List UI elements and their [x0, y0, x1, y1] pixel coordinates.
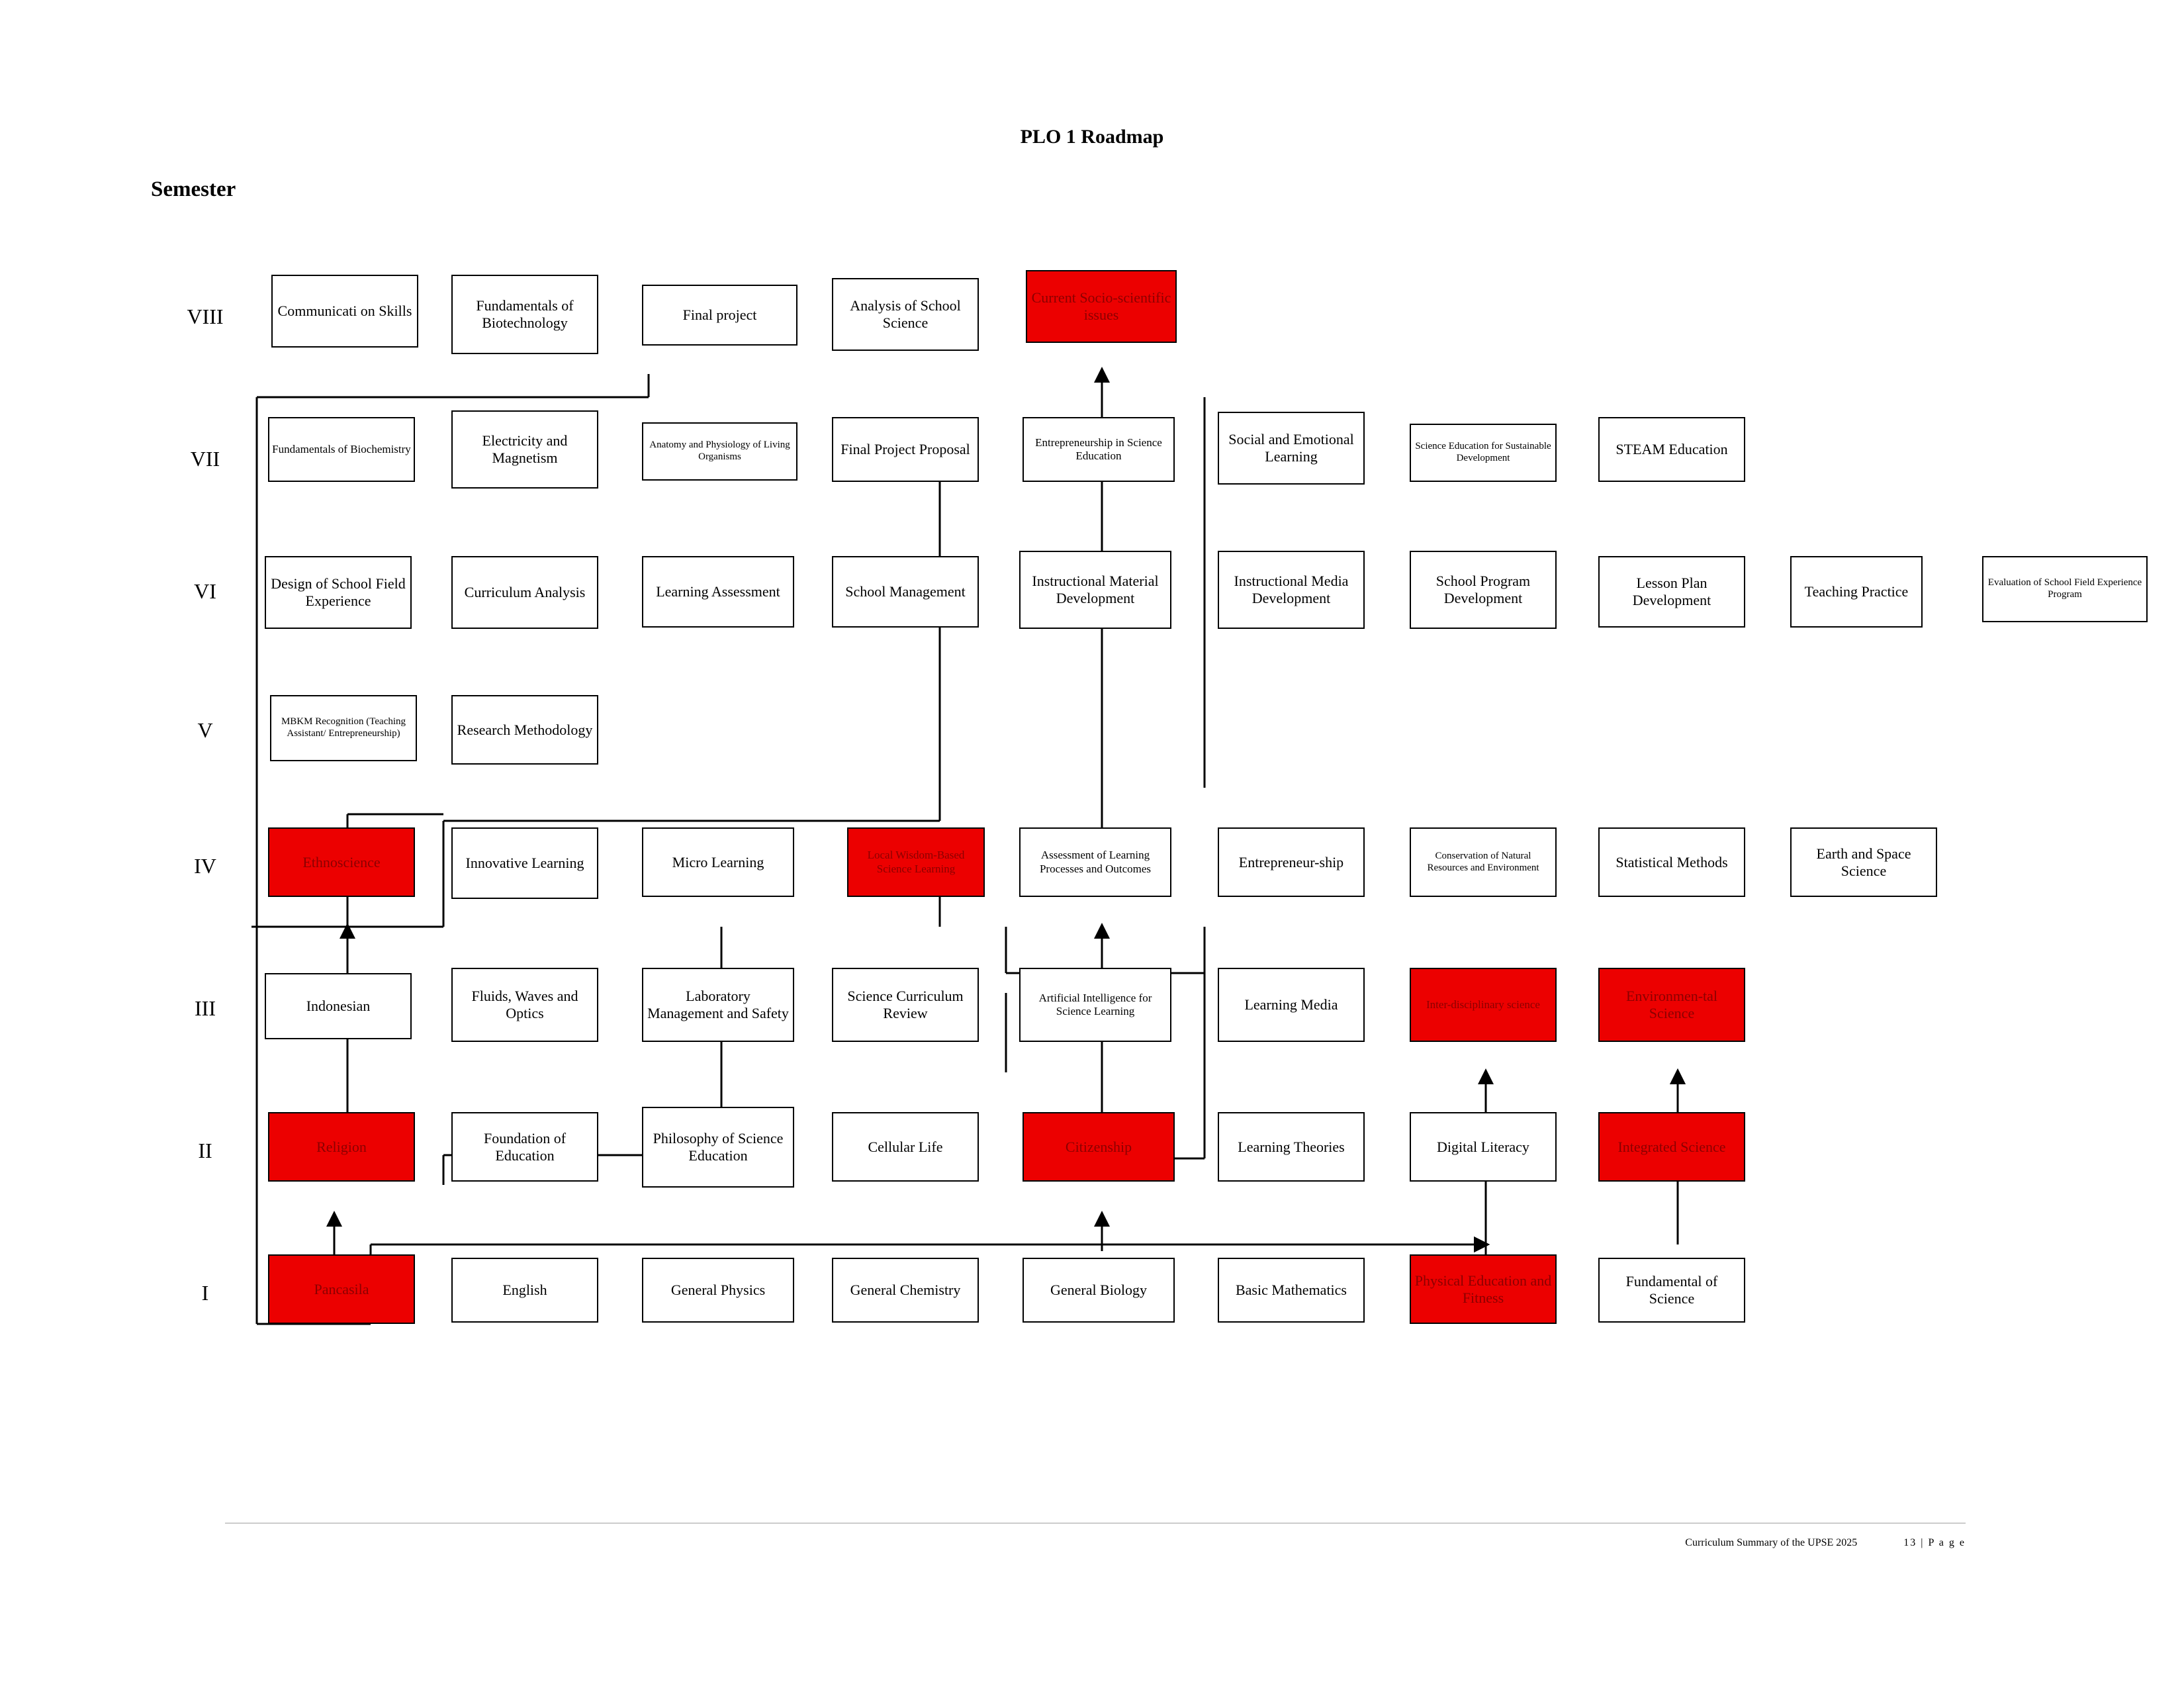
semester-numeral-v: V [197, 718, 213, 742]
semester-numeral-ii: II [198, 1139, 212, 1162]
semester-numeral-iii: III [195, 996, 216, 1020]
course-box[interactable]: Philosophy of Science Education [642, 1107, 794, 1188]
course-box[interactable]: Basic Mathematics [1218, 1258, 1365, 1323]
course-box[interactable]: Science Curriculum Review [832, 968, 979, 1042]
course-box[interactable]: Analysis of School Science [832, 278, 979, 351]
course-box[interactable]: Statistical Methods [1598, 827, 1745, 897]
course-box[interactable]: Research Methodology [451, 695, 598, 765]
course-box[interactable]: Learning Theories [1218, 1112, 1365, 1182]
semester-numeral-vii: VII [190, 447, 220, 471]
course-box[interactable]: Micro Learning [642, 827, 794, 897]
course-box[interactable]: MBKM Recognition (Teaching Assistant/ Entrepreneurship) [270, 695, 417, 761]
course-box[interactable]: Artificial Intelligence for Science Learning [1019, 968, 1171, 1042]
course-box[interactable]: Fundamental of Science [1598, 1258, 1745, 1323]
course-box[interactable]: Fundamentals of Biochemistry [268, 417, 415, 482]
course-box-highlighted[interactable]: Environmen-tal Science [1598, 968, 1745, 1042]
semester-numeral-vi: VI [194, 579, 216, 603]
course-box[interactable]: English [451, 1258, 598, 1323]
course-box[interactable]: Evaluation of School Field Experience Program [1982, 556, 2148, 622]
semester-numeral-viii: VIII [187, 305, 224, 328]
footer-divider [225, 1523, 1966, 1524]
course-box[interactable]: Fluids, Waves and Optics [451, 968, 598, 1042]
course-box[interactable]: Entrepreneur-ship [1218, 827, 1365, 897]
course-box[interactable]: Cellular Life [832, 1112, 979, 1182]
course-box[interactable]: STEAM Education [1598, 417, 1745, 482]
course-box[interactable]: Science Education for Sustainable Development [1410, 424, 1557, 482]
semester-numeral-iv: IV [194, 854, 216, 878]
course-box[interactable]: Communicati on Skills [271, 275, 418, 348]
course-box-highlighted[interactable]: Inter-disciplinary science [1410, 968, 1557, 1042]
course-box-highlighted[interactable]: Ethnoscience [268, 827, 415, 897]
course-box[interactable]: General Physics [642, 1258, 794, 1323]
course-box[interactable]: Design of School Field Experience [265, 556, 412, 629]
course-box[interactable]: Conservation of Natural Resources and Environment [1410, 827, 1557, 897]
course-box[interactable]: Lesson Plan Development [1598, 556, 1745, 628]
course-box[interactable]: Learning Media [1218, 968, 1365, 1042]
course-box[interactable]: Final Project Proposal [832, 417, 979, 482]
course-box[interactable]: Fundamentals of Biotechnology [451, 275, 598, 354]
course-box[interactable]: Digital Literacy [1410, 1112, 1557, 1182]
course-box[interactable]: Social and Emotional Learning [1218, 412, 1365, 485]
course-box[interactable]: Indonesian [265, 973, 412, 1039]
course-box[interactable]: School Management [832, 556, 979, 628]
course-box[interactable]: Earth and Space Science [1790, 827, 1937, 897]
course-box-highlighted[interactable]: Pancasila [268, 1254, 415, 1324]
course-box[interactable]: Electricity and Magnetism [451, 410, 598, 489]
course-box-highlighted[interactable]: Integrated Science [1598, 1112, 1745, 1182]
course-box[interactable]: Anatomy and Physiology of Living Organisms [642, 422, 797, 481]
course-box[interactable]: Laboratory Management and Safety [642, 968, 794, 1042]
footer-summary-text: Curriculum Summary of the UPSE 2025 [1685, 1537, 1858, 1548]
page-title: PLO 1 Roadmap [1020, 126, 1164, 148]
course-box[interactable]: Entrepreneurship in Science Education [1023, 417, 1175, 482]
course-box[interactable]: Foundation of Education [451, 1112, 598, 1182]
course-box[interactable]: Instructional Media Development [1218, 551, 1365, 629]
course-box[interactable]: Final project [642, 285, 797, 346]
course-box-highlighted[interactable]: Citizenship [1023, 1112, 1175, 1182]
course-box[interactable]: School Program Development [1410, 551, 1557, 629]
course-box-highlighted[interactable]: Religion [268, 1112, 415, 1182]
course-box[interactable]: Teaching Practice [1790, 556, 1923, 628]
course-box[interactable]: Learning Assessment [642, 556, 794, 628]
course-box-highlighted[interactable]: Current Socio-scientific issues [1026, 270, 1177, 343]
course-box[interactable]: Instructional Material Development [1019, 551, 1171, 629]
course-box[interactable]: General Biology [1023, 1258, 1175, 1323]
semester-numeral-i: I [201, 1281, 209, 1305]
course-box[interactable]: Innovative Learning [451, 827, 598, 899]
footer-page-number: 13 | P a g e [1903, 1537, 1966, 1548]
course-box-highlighted[interactable]: Local Wisdom-Based Science Learning [847, 827, 985, 897]
course-box[interactable]: Assessment of Learning Processes and Outcomes [1019, 827, 1171, 897]
course-box[interactable]: General Chemistry [832, 1258, 979, 1323]
footer [1685, 1537, 1966, 1549]
course-box[interactable]: Curriculum Analysis [451, 556, 598, 629]
course-box-highlighted[interactable]: Physical Education and Fitness [1410, 1254, 1557, 1324]
semester-axis-label: Semester [151, 177, 236, 201]
